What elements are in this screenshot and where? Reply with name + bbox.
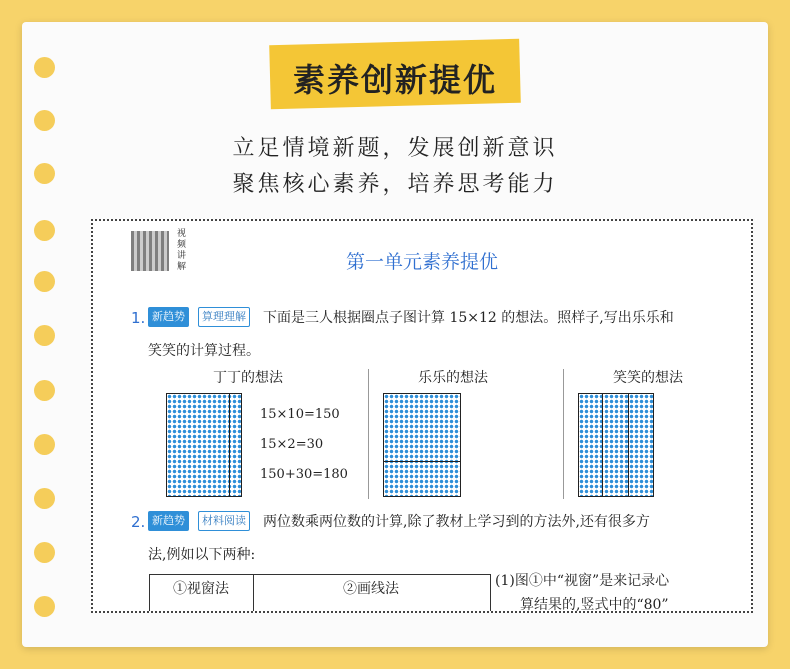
binder-hole xyxy=(34,110,55,131)
column-divider xyxy=(368,369,369,499)
binder-hole xyxy=(34,325,55,346)
question-2-text: 两位数乘两位数的计算,除了教材上学习到的方法外,还有很多方 xyxy=(263,514,650,530)
question-1-text-cont: 笑笑的计算过程。 xyxy=(148,343,260,359)
column-heading: 笑笑的想法 xyxy=(613,370,683,386)
equation: 15×2=30 xyxy=(260,437,324,452)
side-text-cont: 算结果的,竖式中的“80” xyxy=(520,597,669,613)
subtitle-line-2: 聚焦核心素养，培养思考能力 xyxy=(232,172,558,197)
qr-label: 视频讲解 xyxy=(177,229,187,272)
side-text: (1)图①中“视窗”是来记录心 xyxy=(495,573,670,589)
binder-hole xyxy=(34,596,55,617)
binder-hole xyxy=(34,488,55,509)
question-2-number: 2. xyxy=(131,513,146,531)
book-page-preview xyxy=(91,219,753,613)
column-heading: 丁丁的想法 xyxy=(213,370,283,386)
table-header: ②画线法 xyxy=(343,581,399,597)
question-2-text-cont: 法,例如以下两种: xyxy=(148,547,256,563)
subtitle-line-1: 立足情境新题，发展创新意识 xyxy=(232,136,558,161)
tag-topic: 算理理解 xyxy=(198,307,250,327)
question-1-text: 下面是三人根据圈点子图计算 15×12 的想法。照样子,写出乐乐和 xyxy=(263,310,674,326)
dot-grid-circle xyxy=(602,393,629,497)
binder-hole xyxy=(34,271,55,292)
binder-hole xyxy=(34,542,55,563)
binder-hole xyxy=(34,220,55,241)
table-header: ①视窗法 xyxy=(173,581,229,597)
dot-grid-circle xyxy=(383,461,461,497)
tag-topic: 材料阅读 xyxy=(198,511,250,531)
binder-hole xyxy=(34,380,55,401)
equation: 15×10=150 xyxy=(260,407,340,422)
page-title: 素养创新提优 xyxy=(292,61,497,99)
dot-grid-circle xyxy=(229,393,242,497)
tag-new-trend: 新趋势 xyxy=(148,511,189,531)
column-heading: 乐乐的想法 xyxy=(418,370,488,386)
tag-new-trend: 新趋势 xyxy=(148,307,189,327)
binder-hole xyxy=(34,434,55,455)
unit-title: 第一单元素养提优 xyxy=(345,251,498,273)
column-divider xyxy=(563,369,564,499)
equation: 150+30=180 xyxy=(260,467,348,482)
question-1-number: 1. xyxy=(131,309,146,327)
